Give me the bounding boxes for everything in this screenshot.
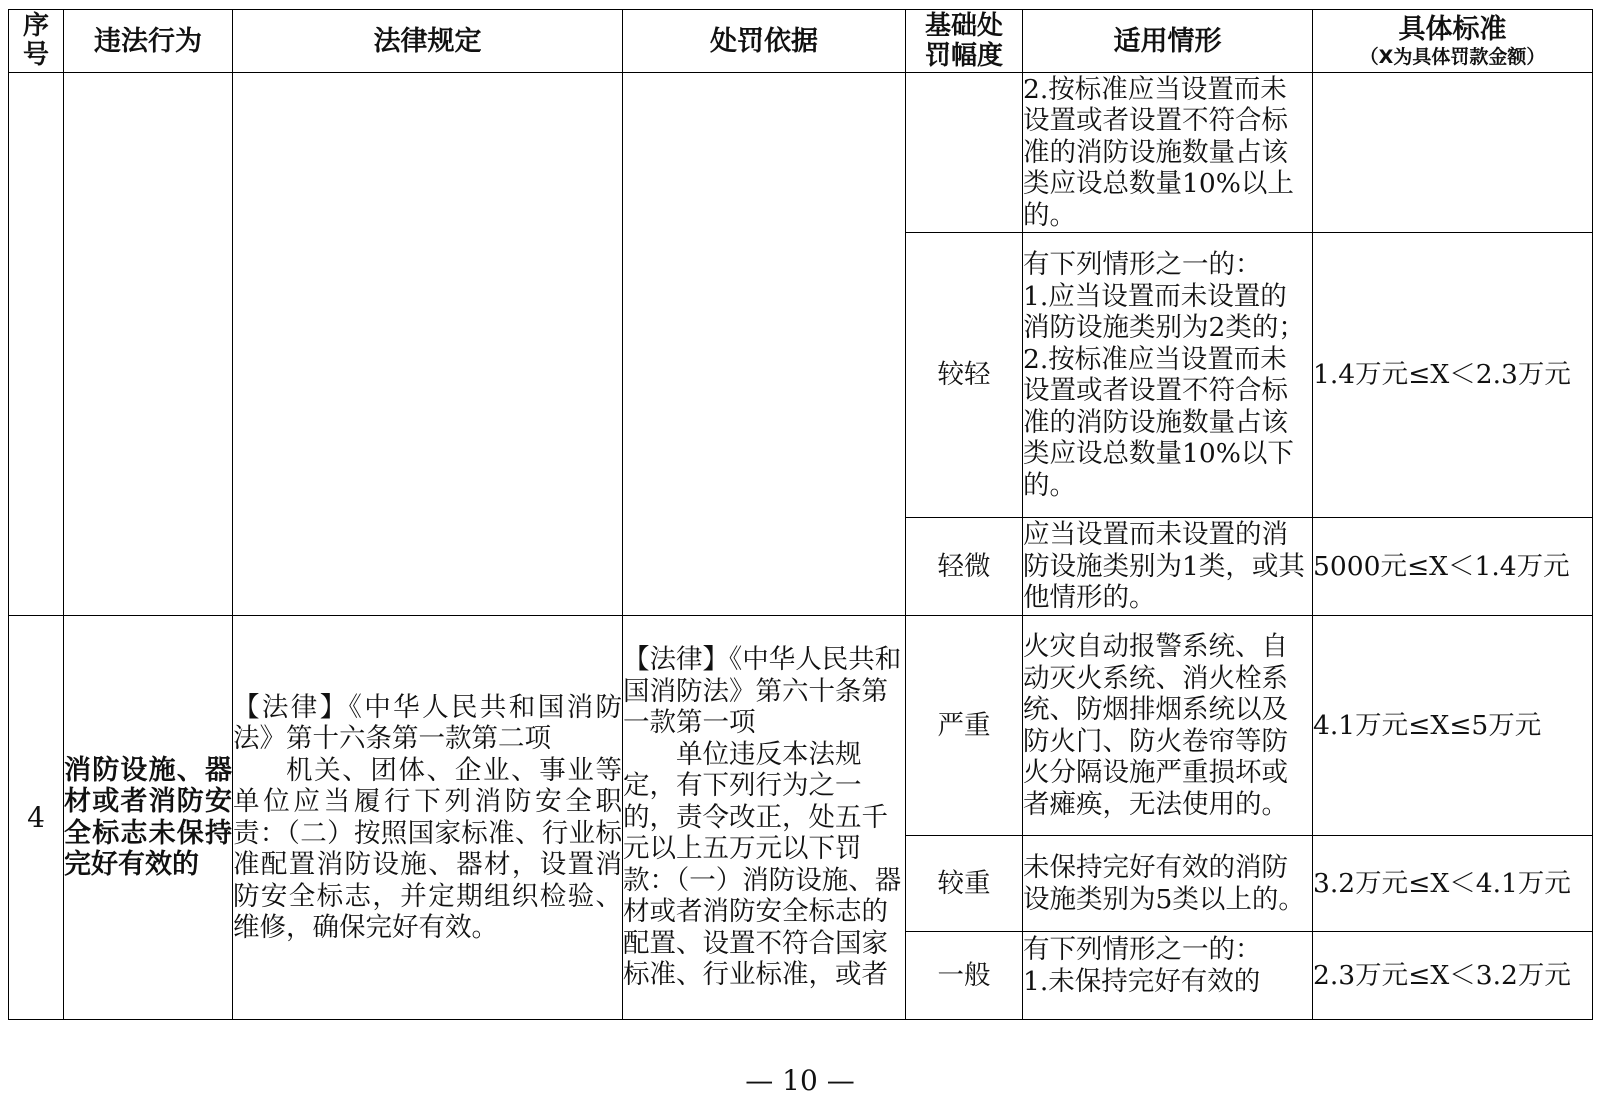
standard-cell: 4.1万元≤X≤5万元 xyxy=(1313,616,1593,836)
penalty-standards-table xyxy=(8,9,1593,1020)
item-number: 4 xyxy=(9,616,64,1020)
situation-line: 1.应当设置而未设置的消防设施类别为2类的； xyxy=(1023,280,1305,343)
header-standard xyxy=(1313,10,1593,73)
situation-cell xyxy=(1023,233,1313,518)
standard-cell xyxy=(1313,73,1593,233)
table-row xyxy=(9,73,1593,233)
cont-behavior-cell xyxy=(64,73,233,616)
situation-line: 未保持完好有效的消防设施类别为5类以上的。 xyxy=(1023,852,1305,915)
header-standard-title: 具体标准 xyxy=(1398,13,1507,45)
header-number: 序号 xyxy=(9,10,64,73)
table-row xyxy=(9,616,1593,836)
situation-line: 2.按标准应当设置而未设置或者设置不符合标准的消防设施数量占该类应设总数量10%以下的。 xyxy=(1023,343,1294,501)
situation-cell xyxy=(1023,73,1313,233)
page-number: — 10 — xyxy=(745,1064,855,1097)
basis-title: 【法律】《中华人民共和国消防法》第六十条第一款第一项 xyxy=(623,644,902,739)
situation-line: 有下列情形之一的： xyxy=(1023,934,1262,965)
penalty-basis-cell xyxy=(623,616,906,1020)
standard-cell: 3.2万元≤X＜4.1万元 xyxy=(1313,836,1593,932)
header-row xyxy=(9,10,1593,73)
cont-level-cell xyxy=(906,73,1023,233)
law-title: 【法律】《中华人民共和国消防法》第十六条第一款第二项 xyxy=(233,691,622,754)
header-level: 基础处罚幅度 xyxy=(906,10,1023,73)
cont-law-cell xyxy=(233,73,623,616)
header-situation: 适用情形 xyxy=(1023,10,1313,73)
level-cell: 较重 xyxy=(906,836,1023,932)
cont-number-cell xyxy=(9,73,64,616)
level-cell: 严重 xyxy=(906,616,1023,836)
standard-cell: 2.3万元≤X＜3.2万元 xyxy=(1313,932,1593,1020)
header-law: 法律规定 xyxy=(233,10,623,73)
situation-line: 火灾自动报警系统、自动灭火系统、消火栓系统、防烟排烟系统以及防火门、防火卷帘等防火分隔设施严重损坏或者瘫痪，无法使用的。 xyxy=(1023,631,1288,820)
level-cell: 轻微 xyxy=(906,518,1023,616)
item-behavior: 消防设施、器材或者消防安全标志未保持完好有效的 xyxy=(64,616,233,1020)
law-provision-cell xyxy=(233,616,623,1020)
basis-body: 单位违反本法规定，有下列行为之一的，责令改正，处五千元以上五万元以下罚款：（一）消防设施、器材或者消防安全标志的配置、设置不符合国家标准、行业标准，或者 xyxy=(623,738,902,991)
level-cell: 一般 xyxy=(906,932,1023,1020)
standard-cell: 5000元≤X＜1.4万元 xyxy=(1313,518,1593,616)
situation-cell xyxy=(1023,836,1313,932)
cont-basis-cell xyxy=(623,73,906,616)
situation-cell xyxy=(1023,616,1313,836)
situation-line: 2.按标准应当设置而未设置或者设置不符合标准的消防设施数量占该类应设总数量10%以上的。 xyxy=(1023,73,1294,231)
situation-line: 1.未保持完好有效的 xyxy=(1023,965,1261,997)
header-standard-note: （X为具体罚款金额） xyxy=(1359,45,1546,68)
situation-line: 应当设置而未设置的消防设施类别为1类，或其他情形的。 xyxy=(1023,519,1305,614)
situation-line: 有下列情形之一的： xyxy=(1023,249,1262,280)
situation-cell xyxy=(1023,932,1313,1020)
standard-cell: 1.4万元≤X＜2.3万元 xyxy=(1313,233,1593,518)
header-basis: 处罚依据 xyxy=(623,10,906,73)
level-cell: 较轻 xyxy=(906,233,1023,518)
situation-cell xyxy=(1023,518,1313,616)
header-behavior: 违法行为 xyxy=(64,10,233,73)
law-body: 机关、团体、企业、事业等单位应当履行下列消防安全职责：（二）按照国家标准、行业标准配置消防设施、器材，设置消防安全标志，并定期组织检验、维修，确保完好有效。 xyxy=(233,754,622,943)
